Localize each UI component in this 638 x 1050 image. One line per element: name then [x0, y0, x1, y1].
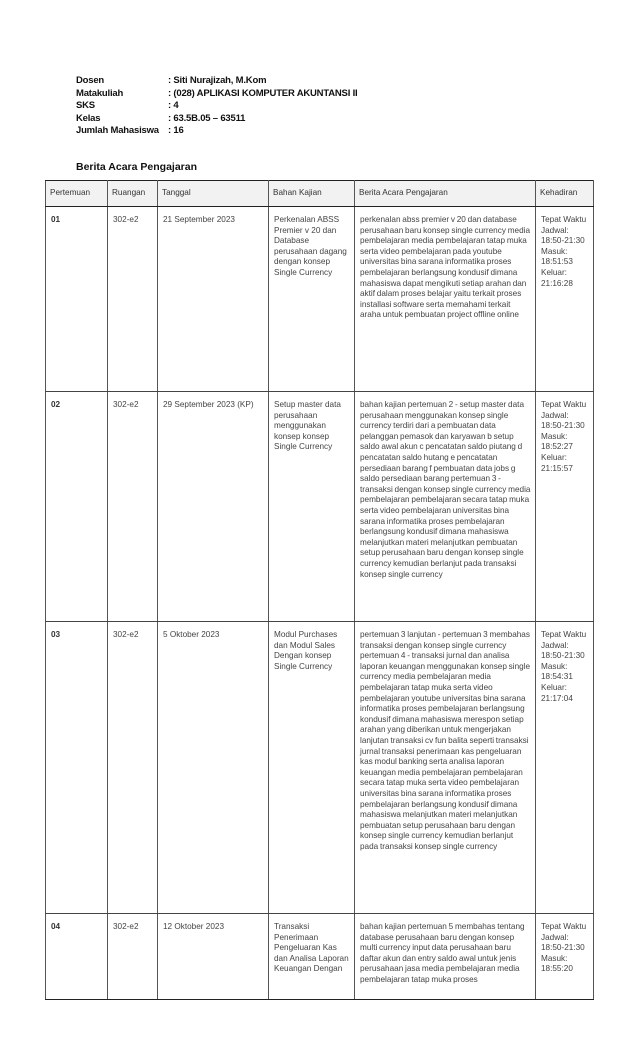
info-value: : (028) APLIKASI KOMPUTER AKUNTANSI II — [168, 87, 358, 99]
table-row — [46, 622, 594, 914]
info-label: Jumlah Mahasiswa — [76, 125, 159, 137]
info-value: : 63.5B.05 – 63511 — [168, 112, 246, 124]
cell-ruangan: 302-e2 — [108, 207, 158, 392]
cell-bahan-kajian: Setup master data perusahaan menggunakan konsep konsep Single Currency — [269, 392, 355, 622]
cell-kehadiran: Tepat Waktu Jadwal: 18:50-21:30 Masuk: 18:51:53 Keluar: 21:16:28 — [536, 207, 594, 392]
cell-pertemuan: 03 — [46, 622, 108, 914]
cell-pertemuan: 04 — [46, 914, 108, 1000]
cell-bahan-kajian: Perkenalan ABSS Premier v 20 dan Database perusahaan dagang dengan konsep Single Currency — [269, 207, 355, 392]
info-value: : Siti Nurajizah, M.Kom — [168, 75, 267, 86]
info-label: Matakuliah — [76, 87, 124, 99]
table-row — [46, 392, 594, 622]
info-row-kelas — [76, 113, 357, 126]
info-row-jumlah-mahasiswa — [76, 125, 357, 138]
cell-ruangan: 302-e2 — [108, 622, 158, 914]
berita-acara-table — [45, 180, 594, 1000]
table-row — [46, 914, 594, 1000]
table-header-row — [46, 181, 594, 207]
section-title: Berita Acara Pengajaran — [76, 161, 198, 173]
info-value: : 4 — [168, 100, 179, 112]
column-header-kehadiran: Kehadiran — [536, 181, 594, 207]
cell-pertemuan: 02 — [46, 392, 108, 622]
column-header-pertemuan: Pertemuan — [46, 181, 108, 207]
cell-berita-acara: bahan kajian pertemuan 5 membahas tentang database perusahaan baru dengan konsep multi currency input data perusahaan baru daftar akun dan entry saldo awal untuk jenis perusahaan jasa media pembelajaran media pembelajaran tatap muka proses — [355, 914, 536, 1000]
info-label: Dosen — [76, 75, 105, 86]
cell-ruangan: 302-e2 — [108, 392, 158, 622]
cell-bahan-kajian: Modul Purchases dan Modul Sales Dengan konsep Single Currency — [269, 622, 355, 914]
column-header-ruangan: Ruangan — [108, 181, 158, 207]
column-header-tanggal: Tanggal — [158, 181, 269, 207]
cell-tanggal: 5 Oktober 2023 — [158, 622, 269, 914]
cell-tanggal: 29 September 2023 (KP) — [158, 392, 269, 622]
info-label: Kelas — [76, 112, 101, 124]
cell-kehadiran: Tepat Waktu Jadwal: 18:50-21:30 Masuk: 18:55:20 — [536, 914, 594, 1000]
cell-kehadiran: Tepat Waktu Jadwal: 18:50-21:30 Masuk: 18:52:27 Keluar: 21:15:57 — [536, 392, 594, 622]
info-label: SKS — [76, 100, 95, 112]
course-info — [76, 75, 357, 138]
cell-kehadiran: Tepat Waktu Jadwal: 18:50-21:30 Masuk: 18:54:31 Keluar: 21:17:04 — [536, 622, 594, 914]
table-row — [46, 207, 594, 392]
cell-berita-acara: perkenalan abss premier v 20 dan database perusahaan baru konsep single currency media pembelajaran media pembelajaran tatap muka serta video pembelajaran pada youtube universitas bina sarana informatika proses pembelajaran berlangsung kondusif dimana mahasiswa dapat mengikuti setiap arahan dan aktif dalam proses belajar yaitu terkait proses installasi software serta memahami terkait araha untuk pembuatan project offline online — [355, 207, 536, 392]
info-row-matakuliah — [76, 88, 357, 101]
cell-ruangan: 302-e2 — [108, 914, 158, 1000]
cell-tanggal: 12 Oktober 2023 — [158, 914, 269, 1000]
cell-berita-acara: pertemuan 3 lanjutan - pertemuan 3 membahas transaksi dengan konsep single currency pertemuan 4 - transaksi jurnal dan analisa laporan keuangan menggunakan konsep single currency media pembelajaran media pembelajaran tatap muka serta video pembelajaran youtube universitas bina sarana informatika proses pembelajaran berlangsung kondusif dimana mahasiswa merespon setiap arahan yang diberikan untuk mengerjakan lanjutan transaksi cv fun balita seperti transaksi jurnal transaksi penerimaan kas pengeluaran kas modul banking serta analisa laporan keuangan media pembelajaran pembelajaran secara tatap muka serta video pembelajaran universitas bina sarana informatika proses pembelajaran berlangsung kondusif dimana mahasiswa melanjutkan materi melanjutkan pembuatan setup perusahaan baru dengan konsep single currency kemudian berlanjut pada transaksi konsep single currency — [355, 622, 536, 914]
column-header-bahan-kajian: Bahan Kajian — [269, 181, 355, 207]
cell-bahan-kajian: Transaksi Penerimaan Pengeluaran Kas dan Analisa Laporan Keuangan Dengan — [269, 914, 355, 1000]
cell-pertemuan: 01 — [46, 207, 108, 392]
info-value: : 16 — [168, 125, 184, 137]
info-row-sks — [76, 100, 357, 113]
info-row-dosen — [76, 75, 357, 88]
cell-berita-acara: bahan kajian pertemuan 2 - setup master data perusahaan menggunakan konsep single currency terdiri dari a pembuatan data pelanggan pemasok dan karyawan b setup saldo awal akun c pencatatan saldo piutang d pencatatan saldo hutang e pencatatan persediaan barang f pembuatan data jobs g saldo persediaan barang pertemuan 3 - transaksi dengan konsep single currency media pembelajaran pembelajaran secara tatap muka serta video pembelajaran universitas bina sarana informatika proses pembelajaran berlangsung kondusif dimana mahasiswa melanjutkan materi melanjutkan pembuatan setup perusahaan baru dengan konsep single currency kemudian berlanjut pada transaksi konsep single currency — [355, 392, 536, 622]
cell-tanggal: 21 September 2023 — [158, 207, 269, 392]
column-header-berita-acara: Berita Acara Pengajaran — [355, 181, 536, 207]
